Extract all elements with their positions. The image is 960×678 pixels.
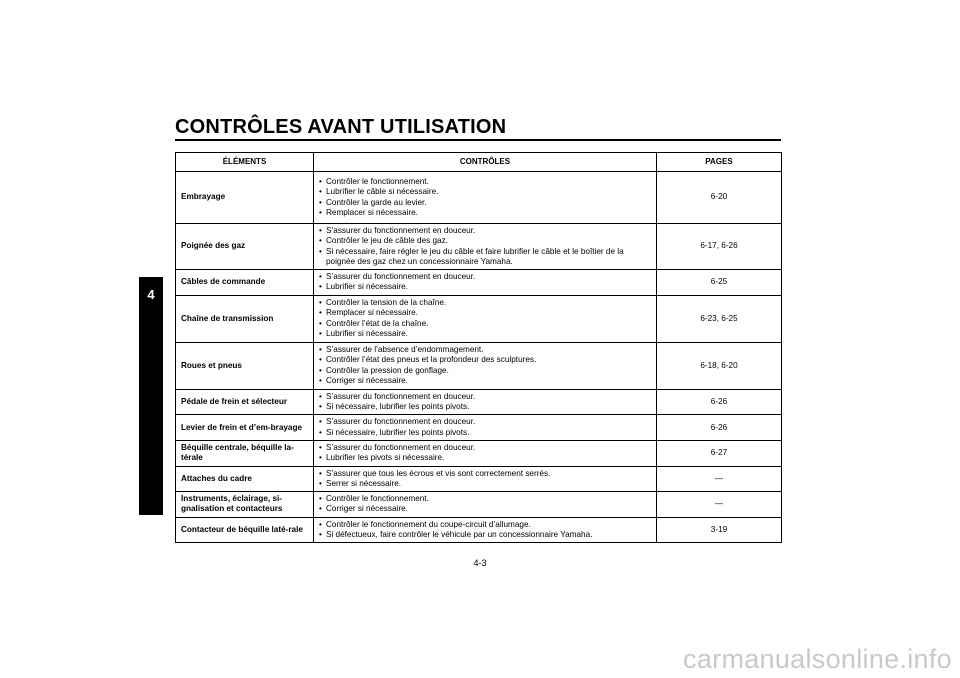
- table-row: [176, 295, 782, 342]
- pages-cell: 6-17, 6-26: [657, 224, 782, 270]
- table-row: [176, 466, 782, 492]
- controls-cell: [314, 492, 657, 518]
- control-item: • S’assurer du fonctionnement en douceur.: [319, 417, 651, 427]
- table-row: [176, 172, 782, 224]
- table-row: [176, 342, 782, 389]
- element-cell: Béquille centrale, béquille la-térale: [176, 440, 314, 466]
- table-row: [176, 492, 782, 518]
- controls-cell: [314, 270, 657, 296]
- controls-cell: [314, 517, 657, 543]
- column-header-pages: PAGES: [657, 153, 782, 172]
- pages-cell: 6-18, 6-20: [657, 342, 782, 389]
- controls-list: [319, 226, 651, 267]
- control-item: • Si nécessaire, faire régler le jeu du câble et faire lubrifier le câble et le boîtier de la poignée des gaz chez un concessionnaire Yamaha.: [319, 247, 651, 268]
- element-cell: Chaîne de transmission: [176, 295, 314, 342]
- element-cell: Poignée des gaz: [176, 224, 314, 270]
- controls-list: [319, 345, 651, 386]
- control-item: • Remplacer si nécessaire.: [319, 308, 651, 318]
- table-header-row: [176, 153, 782, 172]
- control-item: • Contrôler le fonctionnement.: [319, 177, 651, 187]
- pages-cell: —: [657, 466, 782, 492]
- control-item: • Lubrifier si nécessaire.: [319, 282, 651, 292]
- column-header-elements: ÉLÉMENTS: [176, 153, 314, 172]
- control-item: • S’assurer du fonctionnement en douceur.: [319, 392, 651, 402]
- control-item: • S’assurer que tous les écrous et vis sont correctement serrés.: [319, 469, 651, 479]
- control-item: • Si nécessaire, lubrifier les points pivots.: [319, 428, 651, 438]
- pages-cell: 6-25: [657, 270, 782, 296]
- controls-cell: [314, 224, 657, 270]
- controls-cell: [314, 342, 657, 389]
- control-item: • Lubrifier si nécessaire.: [319, 329, 651, 339]
- controls-list: [319, 272, 651, 293]
- control-item: • Corriger si nécessaire.: [319, 376, 651, 386]
- controls-cell: [314, 415, 657, 441]
- pages-cell: 6-26: [657, 415, 782, 441]
- table-row: [176, 517, 782, 543]
- control-item: • Lubrifier les pivots si nécessaire.: [319, 453, 651, 463]
- controls-list: [319, 417, 651, 438]
- table-row: [176, 440, 782, 466]
- controls-cell: [314, 295, 657, 342]
- control-item: • S’assurer du fonctionnement en douceur.: [319, 272, 651, 282]
- control-item: • Contrôler la garde au levier.: [319, 198, 651, 208]
- element-cell: Câbles de commande: [176, 270, 314, 296]
- page-number: 4-3: [473, 558, 487, 568]
- control-item: • S’assurer du fonctionnement en douceur.: [319, 443, 651, 453]
- chapter-tab: [139, 277, 163, 515]
- table-row: [176, 224, 782, 270]
- control-item: • Contrôler le fonctionnement.: [319, 494, 651, 504]
- controls-cell: [314, 440, 657, 466]
- element-cell: Embrayage: [176, 172, 314, 224]
- controls-cell: [314, 172, 657, 224]
- element-cell: Attaches du cadre: [176, 466, 314, 492]
- pages-cell: —: [657, 492, 782, 518]
- control-item: • S’assurer de l’absence d’endommagement.: [319, 345, 651, 355]
- controls-cell: [314, 389, 657, 415]
- controls-list: [319, 392, 651, 413]
- controls-list: [319, 298, 651, 339]
- controls-list: [319, 494, 651, 515]
- table-row: [176, 270, 782, 296]
- watermark: carmanualsonline.info: [683, 644, 952, 674]
- control-item: • Contrôler la pression de gonflage.: [319, 366, 651, 376]
- control-item: • Si défectueux, faire contrôler le véhicule par un concessionnaire Yamaha.: [319, 530, 651, 540]
- controls-list: [319, 469, 651, 490]
- pages-cell: 6-23, 6-25: [657, 295, 782, 342]
- control-item: • Remplacer si nécessaire.: [319, 208, 651, 218]
- control-item: • Contrôler le jeu de câble des gaz.: [319, 236, 651, 246]
- control-item: • Contrôler la tension de la chaîne.: [319, 298, 651, 308]
- control-item: • Contrôler le fonctionnement du coupe-circuit d’allumage.: [319, 520, 651, 530]
- element-cell: Contacteur de béquille laté-rale: [176, 517, 314, 543]
- title-underline: [175, 139, 781, 141]
- control-item: • Serrer si nécessaire.: [319, 479, 651, 489]
- element-cell: Levier de frein et d’em-brayage: [176, 415, 314, 441]
- control-item: • Corriger si nécessaire.: [319, 504, 651, 514]
- pages-cell: 6-27: [657, 440, 782, 466]
- table-row: [176, 415, 782, 441]
- chapter-number: 4: [147, 287, 155, 302]
- column-header-controls: CONTRÔLES: [314, 153, 657, 172]
- controls-list: [319, 177, 651, 218]
- control-item: • S’assurer du fonctionnement en douceur.: [319, 226, 651, 236]
- controls-list: [319, 443, 651, 464]
- control-item: • Lubrifier le câble si nécessaire.: [319, 187, 651, 197]
- control-item: • Contrôler l’état de la chaîne.: [319, 319, 651, 329]
- control-item: • Contrôler l’état des pneus et la profondeur des sculptures.: [319, 355, 651, 365]
- element-cell: Instruments, éclairage, si-gnalisation et contacteurs: [176, 492, 314, 518]
- controls-list: [319, 520, 651, 541]
- element-cell: Pédale de frein et sélecteur: [176, 389, 314, 415]
- pages-cell: 6-26: [657, 389, 782, 415]
- controls-cell: [314, 466, 657, 492]
- pre-operation-checklist-table: [175, 152, 782, 543]
- pages-cell: 3-19: [657, 517, 782, 543]
- element-cell: Roues et pneus: [176, 342, 314, 389]
- control-item: • Si nécessaire, lubrifier les points pivots.: [319, 402, 651, 412]
- page-title: CONTRÔLES AVANT UTILISATION: [175, 116, 507, 138]
- table-row: [176, 389, 782, 415]
- pages-cell: 6-20: [657, 172, 782, 224]
